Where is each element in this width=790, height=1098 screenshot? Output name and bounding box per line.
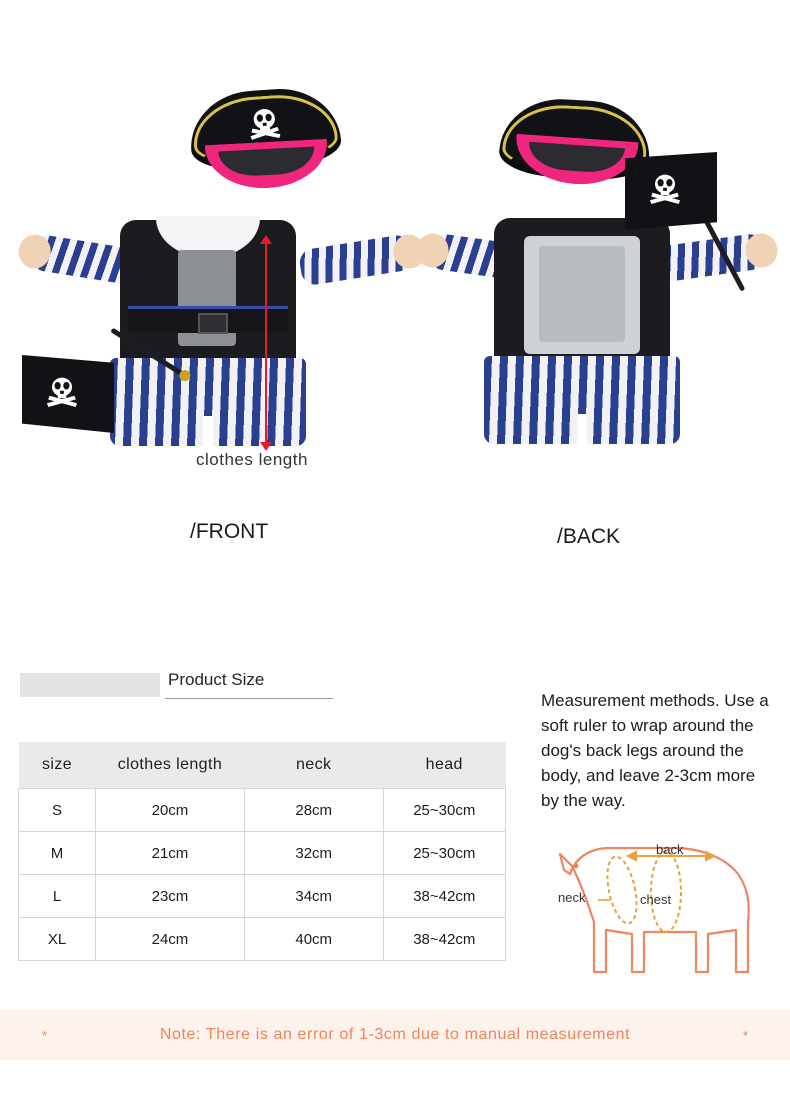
cell-neck: 40cm	[244, 918, 383, 961]
pirate-shirt-front	[120, 220, 296, 380]
table-header-row	[19, 742, 506, 789]
table-row	[19, 875, 506, 918]
hat-brim-back	[514, 134, 639, 188]
cell-neck: 28cm	[244, 789, 383, 832]
column-header-clothes-length: clothes length	[96, 742, 245, 789]
note-star-right-icon: *	[742, 1027, 748, 1043]
measurement-method-text: Measurement methods. Use a soft ruler to wrap around the dog's back legs around the body, and leave 2-3cm more by the way.	[541, 691, 769, 810]
belt-buckle	[198, 313, 228, 334]
inner-lining-panel	[539, 246, 625, 342]
front-view-label: /FRONT	[190, 520, 269, 543]
table-row	[19, 789, 506, 832]
flag-cloth-front	[22, 355, 114, 433]
cell-head: 25~30cm	[383, 789, 505, 832]
skull-crossbones-icon	[243, 103, 286, 146]
column-header-head: head	[383, 742, 505, 789]
size-title-backdrop	[20, 673, 160, 697]
left-paw-front	[16, 232, 53, 271]
cell-size: L	[19, 875, 96, 918]
cell-size: XL	[19, 918, 96, 961]
cell-clothes-length: 23cm	[96, 875, 245, 918]
back-view-label: /BACK	[557, 525, 621, 548]
dog-label-chest: chest	[640, 892, 672, 907]
cell-neck: 34cm	[244, 875, 383, 918]
cell-neck: 32cm	[244, 832, 383, 875]
dog-measurement-diagram	[548, 830, 778, 980]
flag-cloth-back	[625, 152, 717, 230]
table-row	[19, 918, 506, 961]
column-header-neck: neck	[244, 742, 383, 789]
hat-brim-front	[205, 139, 329, 191]
size-title-underline	[165, 698, 333, 699]
dog-label-back: back	[656, 842, 684, 857]
note-bar	[0, 1010, 790, 1060]
size-table	[18, 742, 506, 961]
right-sleeve-front	[298, 233, 414, 286]
cell-clothes-length: 21cm	[96, 832, 245, 875]
cell-size: M	[19, 832, 96, 875]
measurement-method-block	[541, 688, 776, 813]
size-title-wrap	[20, 670, 320, 704]
size-title: Product Size	[168, 670, 265, 689]
right-paw-back	[743, 231, 779, 269]
note-star-left-icon: *	[42, 1027, 48, 1043]
dog-label-neck: neck	[558, 890, 586, 905]
skull-crossbones-icon	[645, 168, 685, 210]
cell-head: 25~30cm	[383, 832, 505, 875]
note-text: Note: There is an error of 1-3cm due to manual measurement	[159, 1026, 631, 1043]
cell-clothes-length: 20cm	[96, 789, 245, 832]
striped-shorts-front	[110, 358, 306, 446]
cell-size: S	[19, 789, 96, 832]
cell-head: 38~42cm	[383, 918, 505, 961]
cell-clothes-length: 24cm	[96, 918, 245, 961]
striped-shorts-back	[484, 356, 680, 444]
pirate-shirt-back	[494, 218, 670, 378]
cell-head: 38~42cm	[383, 875, 505, 918]
clothes-length-label: clothes length	[196, 450, 308, 469]
table-row	[19, 832, 506, 875]
clothes-length-arrow	[265, 243, 267, 443]
belt-front	[128, 306, 288, 333]
skull-crossbones-icon	[42, 371, 82, 413]
column-header-size: size	[19, 742, 96, 789]
inner-lining-back	[524, 236, 640, 354]
